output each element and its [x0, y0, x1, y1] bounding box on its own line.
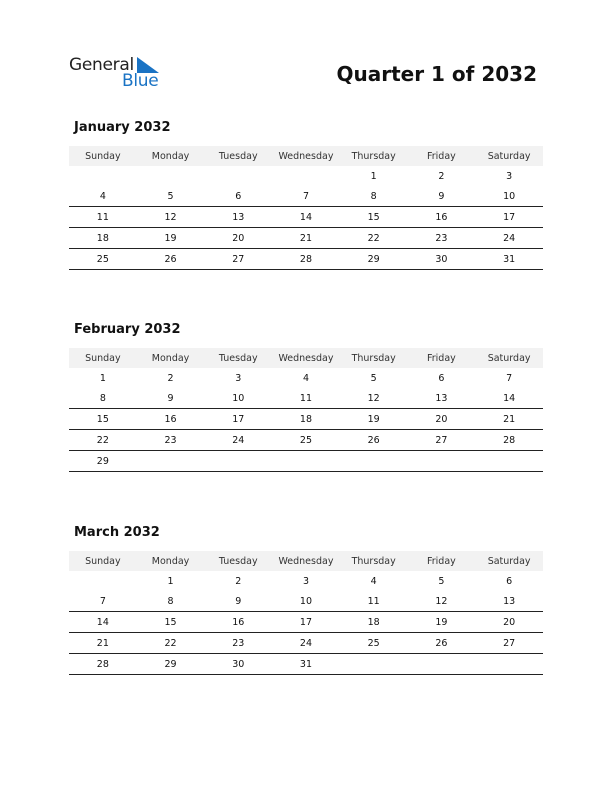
- day-cell: 25: [340, 633, 408, 654]
- day-cell: 23: [408, 228, 476, 249]
- day-cell: 8: [340, 186, 408, 207]
- day-cell: 15: [340, 207, 408, 228]
- weekday-header: Sunday: [69, 348, 137, 368]
- day-cell: 2: [167, 372, 174, 384]
- day-cell: 4: [69, 186, 137, 207]
- weekday-header: Friday: [408, 348, 476, 368]
- calendar-table: [69, 348, 543, 472]
- day-cell: 22: [69, 430, 137, 451]
- calendar-table: [69, 551, 543, 675]
- week-row: [69, 430, 543, 451]
- day-cell: 24: [204, 430, 272, 451]
- day-cell: 21: [272, 228, 340, 249]
- day-cell: [204, 166, 272, 186]
- day-cell: 17: [272, 612, 340, 633]
- weekday-header: Wednesday: [272, 146, 340, 166]
- weekday-header: Saturday: [475, 551, 543, 571]
- day-cell: 27: [475, 633, 543, 654]
- day-cell: 24: [475, 228, 543, 249]
- day-cell: 26: [340, 430, 408, 451]
- generalblue-logo: [69, 55, 179, 95]
- day-cell: 10: [272, 591, 340, 612]
- day-cell: 18: [340, 612, 408, 633]
- weekday-header: Tuesday: [204, 146, 272, 166]
- day-cell: 8: [137, 591, 205, 612]
- week-row: [69, 249, 543, 270]
- day-cell: 30: [408, 249, 476, 270]
- day-cell: [340, 654, 408, 675]
- day-cell: 29: [340, 249, 408, 270]
- day-cell: 1: [99, 372, 106, 384]
- day-cell: [475, 451, 543, 472]
- day-cell: 23: [204, 633, 272, 654]
- weekday-header: Tuesday: [204, 348, 272, 368]
- day-cell: 15: [69, 409, 137, 430]
- weekday-header: Sunday: [69, 146, 137, 166]
- day-cell: 22: [137, 633, 205, 654]
- weekday-header: Thursday: [340, 551, 408, 571]
- day-cell: 24: [272, 633, 340, 654]
- weekday-header-row: [69, 146, 543, 166]
- day-cell: 20: [475, 612, 543, 633]
- week-row: [69, 186, 543, 207]
- week-row: [69, 571, 543, 591]
- day-cell: 17: [475, 207, 543, 228]
- weekday-header-row: [69, 348, 543, 368]
- weekday-header: Wednesday: [272, 551, 340, 571]
- weekday-header: Friday: [408, 146, 476, 166]
- day-cell: 30: [204, 654, 272, 675]
- day-cell: 16: [408, 207, 476, 228]
- day-cell: 15: [137, 612, 205, 633]
- month-title: March 2032: [74, 525, 160, 540]
- day-cell: 25: [272, 430, 340, 451]
- week-row: [69, 654, 543, 675]
- day-cell: 12: [137, 207, 205, 228]
- day-cell: 25: [69, 249, 137, 270]
- day-cell: 14: [475, 388, 543, 409]
- day-cell: 31: [475, 249, 543, 270]
- day-cell: [69, 571, 137, 591]
- week-row: [69, 409, 543, 430]
- weekday-header: Thursday: [340, 146, 408, 166]
- day-cell: 29: [137, 654, 205, 675]
- day-cell: 2: [235, 575, 242, 587]
- logo-word-general: General: [69, 55, 134, 75]
- day-cell: 13: [408, 388, 476, 409]
- month-calendar: [69, 322, 543, 472]
- day-cell: 19: [408, 612, 476, 633]
- day-cell: [408, 654, 476, 675]
- day-cell: 16: [204, 612, 272, 633]
- day-cell: 5: [438, 575, 445, 587]
- day-cell: 11: [340, 591, 408, 612]
- day-cell: 1: [167, 575, 174, 587]
- day-cell: 13: [204, 207, 272, 228]
- weekday-header: Saturday: [475, 146, 543, 166]
- day-cell: 5: [370, 372, 377, 384]
- day-cell: 3: [302, 575, 309, 587]
- day-cell: 28: [272, 249, 340, 270]
- day-cell: 21: [69, 633, 137, 654]
- calendar-table: [69, 146, 543, 270]
- day-cell: 27: [408, 430, 476, 451]
- day-cell: 19: [340, 409, 408, 430]
- weekday-header: Monday: [137, 551, 205, 571]
- month-calendar: [69, 120, 543, 270]
- day-cell: 7: [272, 186, 340, 207]
- day-cell: 16: [137, 409, 205, 430]
- day-cell: 11: [69, 207, 137, 228]
- weekday-header: Monday: [137, 348, 205, 368]
- weekday-header: Sunday: [69, 551, 137, 571]
- day-cell: 20: [408, 409, 476, 430]
- day-cell: 20: [204, 228, 272, 249]
- week-row: [69, 228, 543, 249]
- day-cell: 5: [137, 186, 205, 207]
- day-cell: 18: [69, 228, 137, 249]
- day-cell: 1: [370, 170, 377, 182]
- logo-word-blue: Blue: [122, 71, 159, 91]
- day-cell: [272, 451, 340, 472]
- day-cell: [69, 166, 137, 186]
- weekday-header-row: [69, 551, 543, 571]
- day-cell: [272, 166, 340, 186]
- weekday-header: Friday: [408, 551, 476, 571]
- month-title: January 2032: [74, 120, 171, 135]
- day-cell: 26: [408, 633, 476, 654]
- week-row: [69, 451, 543, 472]
- weekday-header: Thursday: [340, 348, 408, 368]
- day-cell: 9: [408, 186, 476, 207]
- day-cell: 9: [204, 591, 272, 612]
- day-cell: 29: [69, 451, 137, 472]
- month-calendar: [69, 525, 543, 675]
- day-cell: 27: [204, 249, 272, 270]
- day-cell: 14: [69, 612, 137, 633]
- day-cell: 10: [475, 186, 543, 207]
- day-cell: 17: [204, 409, 272, 430]
- day-cell: 8: [69, 388, 137, 409]
- month-title: February 2032: [74, 322, 181, 337]
- week-row: [69, 633, 543, 654]
- weekday-header: Tuesday: [204, 551, 272, 571]
- weekday-header: Saturday: [475, 348, 543, 368]
- day-cell: 2: [438, 170, 445, 182]
- day-cell: 3: [235, 372, 242, 384]
- day-cell: 13: [475, 591, 543, 612]
- week-row: [69, 388, 543, 409]
- day-cell: 4: [302, 372, 309, 384]
- week-row: [69, 368, 543, 388]
- page-title: Quarter 1 of 2032: [336, 62, 537, 86]
- week-row: [69, 207, 543, 228]
- day-cell: 12: [408, 591, 476, 612]
- weekday-header: Wednesday: [272, 348, 340, 368]
- day-cell: 7: [506, 372, 513, 384]
- week-row: [69, 612, 543, 633]
- weekday-header: Monday: [137, 146, 205, 166]
- day-cell: 6: [506, 575, 513, 587]
- day-cell: [137, 451, 205, 472]
- day-cell: 12: [340, 388, 408, 409]
- day-cell: 31: [272, 654, 340, 675]
- day-cell: [137, 166, 205, 186]
- day-cell: 11: [272, 388, 340, 409]
- day-cell: [475, 654, 543, 675]
- day-cell: 19: [137, 228, 205, 249]
- day-cell: 26: [137, 249, 205, 270]
- day-cell: 9: [137, 388, 205, 409]
- day-cell: [340, 451, 408, 472]
- day-cell: 6: [438, 372, 445, 384]
- day-cell: 23: [137, 430, 205, 451]
- day-cell: [204, 451, 272, 472]
- day-cell: 4: [370, 575, 377, 587]
- day-cell: 7: [69, 591, 137, 612]
- day-cell: 14: [272, 207, 340, 228]
- day-cell: 21: [475, 409, 543, 430]
- day-cell: 3: [506, 170, 513, 182]
- week-row: [69, 166, 543, 186]
- day-cell: 22: [340, 228, 408, 249]
- day-cell: 18: [272, 409, 340, 430]
- day-cell: 6: [204, 186, 272, 207]
- day-cell: 28: [475, 430, 543, 451]
- day-cell: 28: [69, 654, 137, 675]
- week-row: [69, 591, 543, 612]
- day-cell: 10: [204, 388, 272, 409]
- day-cell: [408, 451, 476, 472]
